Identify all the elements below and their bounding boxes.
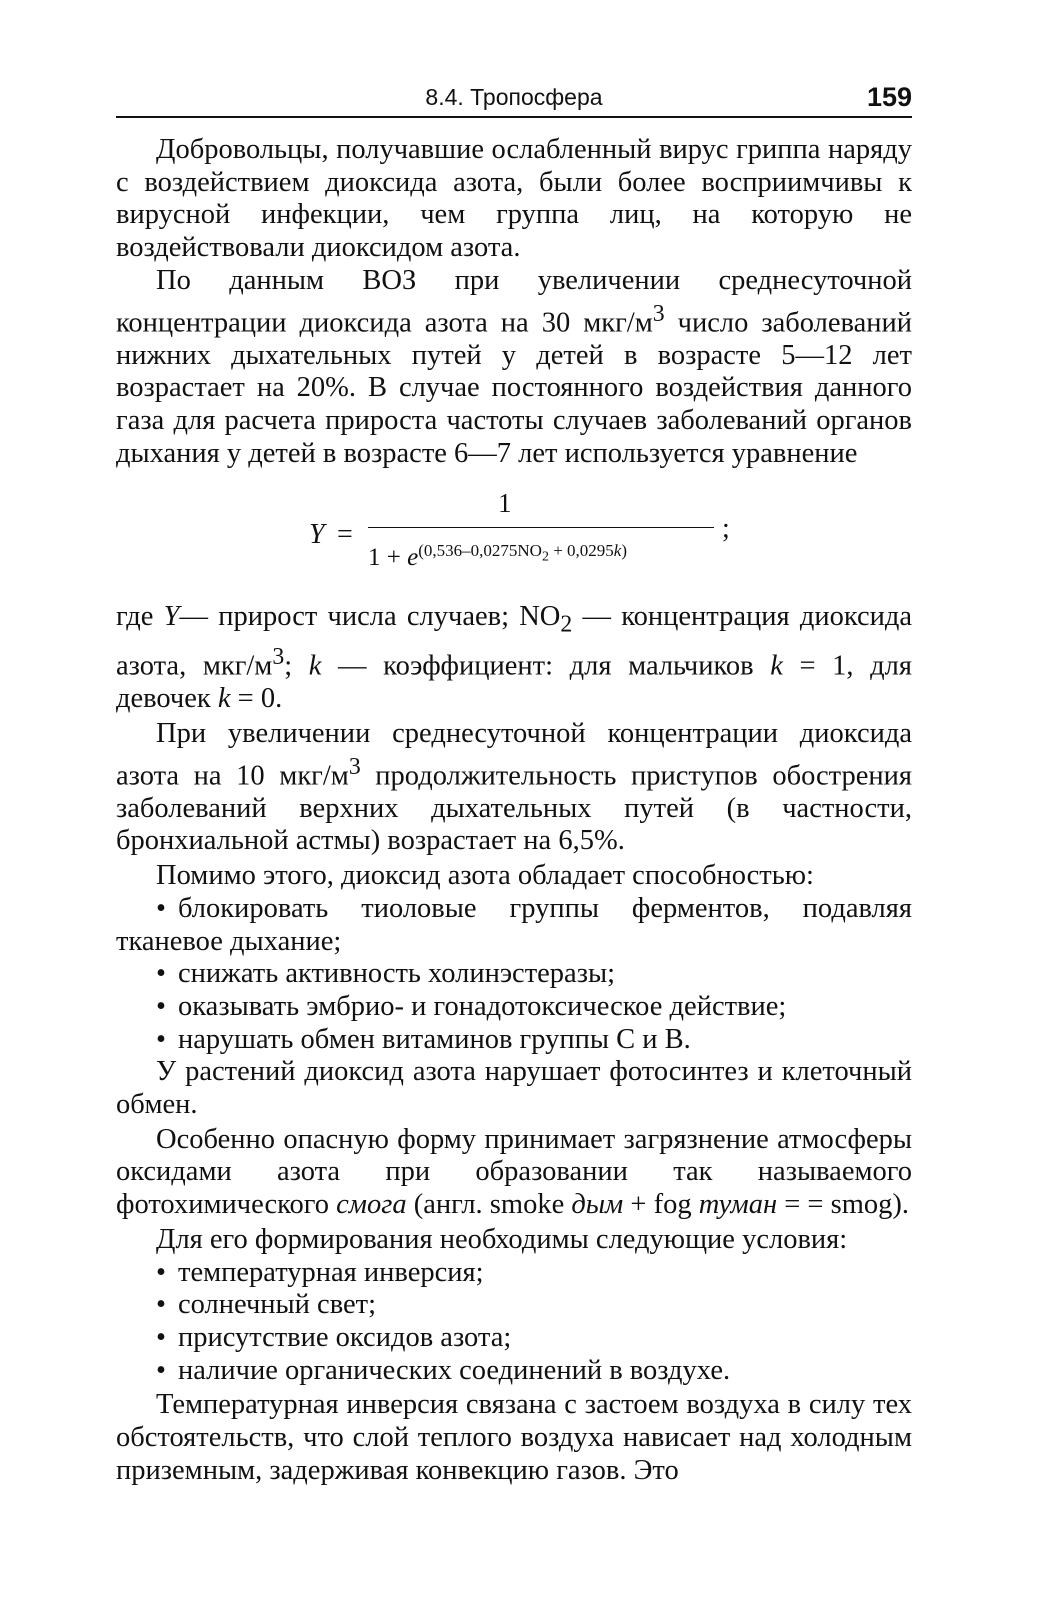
- list-item: • оказывать эмбрио- и гонадотоксическое действие;: [156, 990, 787, 1022]
- bullet-icon: •: [156, 1023, 166, 1055]
- formula: [116, 485, 912, 583]
- formula-semicolon: ;: [722, 512, 730, 544]
- bullet-icon: •: [156, 990, 166, 1022]
- paragraph: Добровольцы, получавшие ослабленный вирус гриппа наряду с воздействием диоксида азота, были более восприимчивы к вирусной инфекции, чем группа лиц, на которую не воздействовали диоксидом азота.: [116, 134, 912, 264]
- bullet-icon: •: [156, 1289, 166, 1321]
- bullet-icon: •: [156, 892, 166, 924]
- paragraph: Помимо этого, диоксид азота обладает способностью:: [156, 860, 814, 892]
- bullet-icon: •: [156, 958, 166, 990]
- bullet-icon: •: [156, 1256, 166, 1288]
- paragraph: Температурная инверсия связана с застоем воздуха в силу тех обстоятельств, что слой теплого воздуха нависает над холодным приземным, задерживая конвекцию газов. Это: [116, 1389, 912, 1486]
- paragraph: Для его формирования необходимы следующие условия:: [156, 1223, 848, 1255]
- formula-equals: =: [337, 518, 353, 550]
- list-item: • присутствие оксидов азота;: [156, 1321, 512, 1353]
- list-item: • снижать активность холинэстеразы;: [156, 958, 616, 990]
- paragraph: У растений диоксид азота нарушает фотосинтез и клеточный обмен.: [116, 1056, 912, 1121]
- formula-lhs: Y: [309, 518, 325, 550]
- bullet-icon: •: [156, 1321, 166, 1353]
- bullet-icon: •: [156, 1354, 166, 1386]
- list-item: • наличие органических соединений в воздухе.: [156, 1354, 731, 1386]
- formula-denominator: $1 + e^{(0,536-0,0275NO_2 + 0,0295k)}$: [368, 540, 627, 571]
- list-item: • блокировать тиоловые группы ферментов, подавляя тканевое дыхание;: [116, 892, 912, 957]
- running-header: [116, 76, 912, 118]
- paragraph-where: где Y— прирост числа случаев; $NO_2$ — концентрация диоксида азота, мкг/$м^3$; k — коэффициент: для мальчиков k = 1, для девочек k = 0.: [116, 600, 913, 715]
- paragraph: Особенно опасную форму принимает загрязнение атмосферы оксидами азота при образовании так называемого фотохимического смога (англ. smoke дым + fog туман = = smog).: [116, 1123, 912, 1221]
- list-item: • температурная инверсия;: [156, 1256, 484, 1288]
- page-body: [116, 134, 912, 1488]
- paragraph: По данным ВОЗ при увеличении среднесуточной концентрации диоксида азота на 30 мкг/$м^3$ число заболеваний нижних дыхательных путей у детей в возрасте 5—12 лет возрастает на 20%. В случае постоянного воздействия данного газа для расчета прироста частоты случаев заболеваний органов дыхания у детей в возрасте 6—7 лет используется уравнение: [116, 264, 912, 469]
- formula-numerator: 1: [498, 487, 512, 518]
- section-title: 8.4. Тропосфера: [425, 84, 603, 110]
- page-number: 159: [866, 82, 912, 112]
- fraction-bar: [368, 527, 714, 528]
- paragraph: При увеличении среднесуточной концентрации диоксида азота на 10 мкг/$м^3$ продолжительность приступов обострения заболеваний верхних дыхательных путей (в частности, бронхиальной астмы) возрастает на 6,5%.: [116, 717, 912, 857]
- list-item: • нарушать обмен витаминов группы С и В.: [156, 1023, 691, 1055]
- list-item: • солнечный свет;: [156, 1289, 377, 1321]
